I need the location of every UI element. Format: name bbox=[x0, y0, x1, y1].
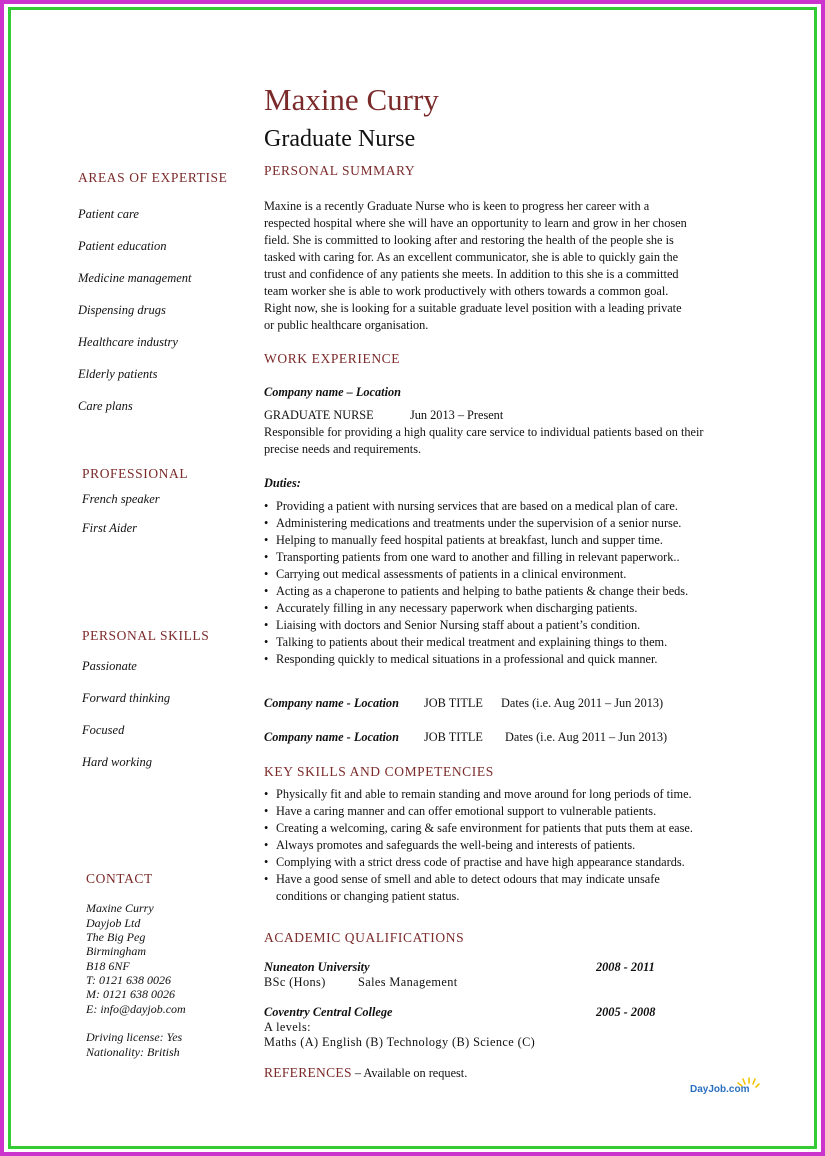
contact-mobile: M: 0121 638 0026 bbox=[86, 987, 175, 1001]
duty-item: • Talking to patients about their medical treatment and explaining things to them. bbox=[264, 634, 688, 651]
contact-company: Dayjob Ltd bbox=[86, 916, 141, 930]
duty-item: • Responding quickly to medical situations in a professional and quick manner. bbox=[264, 651, 688, 668]
skill-item: • Creating a welcoming, caring & safe environment for patients that puts them at ease. bbox=[264, 820, 724, 837]
expertise-heading: AREAS OF EXPERTISE bbox=[78, 170, 228, 185]
professional-heading: PROFESSIONAL bbox=[82, 466, 189, 481]
expertise-item: Patient care bbox=[78, 207, 139, 221]
duty-item: • Carrying out medical assessments of patients in a clinical environment. bbox=[264, 566, 688, 583]
candidate-title: Graduate Nurse bbox=[264, 126, 416, 152]
contact-phone: T: 0121 638 0026 bbox=[86, 973, 172, 987]
summary-line: trust and confidence of any patients she meets. In addition to this she is a committed bbox=[264, 267, 679, 281]
job-role: JOB TITLE bbox=[424, 730, 483, 744]
summary-line: respected hospital where she will have an opportunity to learn and grow in her chosen bbox=[264, 216, 687, 230]
summary-line: field. She is committed to looking after and restoring the health of the people she is bbox=[264, 233, 674, 247]
summary-line: Right now, she is looking for a suitable graduate level position with a leading private bbox=[264, 301, 682, 315]
skill-item: • Have a caring manner and can offer emotional support to vulnerable patients. bbox=[264, 803, 724, 820]
contact-heading: CONTACT bbox=[86, 871, 153, 886]
expertise-item: Dispensing drugs bbox=[78, 303, 166, 317]
duty-item: • Helping to manually feed hospital patients at breakfast, lunch and supper time. bbox=[264, 532, 688, 549]
contact-postcode: B18 6NF bbox=[86, 959, 130, 973]
work-heading: WORK EXPERIENCE bbox=[264, 351, 401, 366]
contact-name: Maxine Curry bbox=[86, 901, 154, 915]
duty-item: • Administering medications and treatments under the supervision of a senior nurse. bbox=[264, 515, 688, 532]
skill-item: • Always promotes and safeguards the well-being and interests of patients. bbox=[264, 837, 724, 854]
job-description-line: precise needs and requirements. bbox=[264, 442, 422, 456]
contact-driving: Driving license: Yes bbox=[86, 1030, 183, 1044]
summary-line: team worker she is able to work productively with others towards a common goal. bbox=[264, 284, 669, 298]
summary-line: or public healthcare organisation. bbox=[264, 318, 429, 332]
duty-item: • Liaising with doctors and Senior Nursing staff about a patient’s condition. bbox=[264, 617, 688, 634]
expertise-item: Care plans bbox=[78, 399, 133, 413]
personal-skill-item: Hard working bbox=[82, 755, 153, 769]
skill-item: • Have a good sense of smell and able to detect odours that may indicate unsafe conditions or changing patient status. bbox=[264, 871, 696, 905]
summary-line: Maxine is a recently Graduate Nurse who is keen to progress her career with a bbox=[264, 199, 650, 213]
job-dates: Dates (i.e. Aug 2011 – Jun 2013) bbox=[501, 696, 664, 710]
duties-label: Duties: bbox=[264, 476, 301, 490]
dayjob-logo-text: DayJob.com bbox=[690, 1084, 750, 1095]
duty-item: • Acting as a chaperone to patients and helping to bathe patients & change their beds. bbox=[264, 583, 688, 600]
qualification-subjects: Maths (A) English (B) Technology (B) Science (C) bbox=[264, 1035, 536, 1049]
job-role: JOB TITLE bbox=[424, 696, 483, 710]
skill-item: • Complying with a strict dress code of practise and have high appearance standards. bbox=[264, 854, 724, 871]
degree: BSc (Hons) bbox=[264, 975, 326, 989]
qualification-level: A levels: bbox=[264, 1020, 311, 1034]
skills-heading: KEY SKILLS AND COMPETENCIES bbox=[264, 764, 494, 779]
professional-item: French speaker bbox=[82, 492, 160, 506]
contact-nationality: Nationality: British bbox=[86, 1045, 180, 1059]
references-row bbox=[264, 1065, 467, 1081]
references-heading: REFERENCES bbox=[264, 1065, 352, 1080]
job-dates: Dates (i.e. Aug 2011 – Jun 2013) bbox=[505, 730, 668, 744]
job-dates: Jun 2013 – Present bbox=[410, 408, 504, 422]
job-role: GRADUATE NURSE bbox=[264, 408, 374, 422]
school-years: 2008 - 2011 bbox=[596, 960, 655, 974]
degree-subject: Sales Management bbox=[358, 975, 458, 989]
company-location: Company name – Location bbox=[264, 385, 401, 399]
personal-skill-item: Passionate bbox=[82, 659, 137, 673]
academic-heading: ACADEMIC QUALIFICATIONS bbox=[264, 930, 465, 945]
professional-item: First Aider bbox=[82, 521, 137, 535]
personal-skill-item: Focused bbox=[82, 723, 125, 737]
duties-list bbox=[264, 498, 688, 668]
candidate-name: Maxine Curry bbox=[264, 82, 439, 117]
personal-skills-heading: PERSONAL SKILLS bbox=[82, 628, 210, 643]
duty-item: • Transporting patients from one ward to another and filling in relevant paperwork.. bbox=[264, 549, 688, 566]
expertise-item: Healthcare industry bbox=[78, 335, 178, 349]
skill-item: • Physically fit and able to remain standing and move around for long periods of time. bbox=[264, 786, 724, 803]
job-description-line: Responsible for providing a high quality care service to individual patients based on their bbox=[264, 425, 704, 439]
expertise-item: Patient education bbox=[78, 239, 167, 253]
personal-skill-item: Forward thinking bbox=[82, 691, 171, 705]
duty-item: • Providing a patient with nursing services that are based on a medical plan of care. bbox=[264, 498, 688, 515]
contact-address: The Big Peg bbox=[86, 930, 146, 944]
contact-email[interactable]: E: info@dayjob.com bbox=[86, 1002, 186, 1016]
company-location: Company name - Location bbox=[264, 696, 399, 710]
company-location: Company name - Location bbox=[264, 730, 399, 744]
references-text: – Available on request. bbox=[351, 1066, 468, 1080]
expertise-item: Elderly patients bbox=[78, 367, 158, 381]
summary-text bbox=[264, 198, 734, 334]
expertise-item: Medicine management bbox=[78, 271, 192, 285]
school-name: Coventry Central College bbox=[264, 1005, 393, 1019]
school-name: Nuneaton University bbox=[264, 960, 370, 974]
school-years: 2005 - 2008 bbox=[596, 1005, 656, 1019]
duty-item: • Accurately filling in any necessary paperwork when discharging patients. bbox=[264, 600, 688, 617]
skills-list bbox=[264, 786, 724, 905]
contact-city: Birmingham bbox=[86, 944, 146, 958]
summary-line: tasked with caring for. As an excellent communicator, she is able to quickly gain the bbox=[264, 250, 679, 264]
summary-heading: PERSONAL SUMMARY bbox=[264, 163, 416, 178]
